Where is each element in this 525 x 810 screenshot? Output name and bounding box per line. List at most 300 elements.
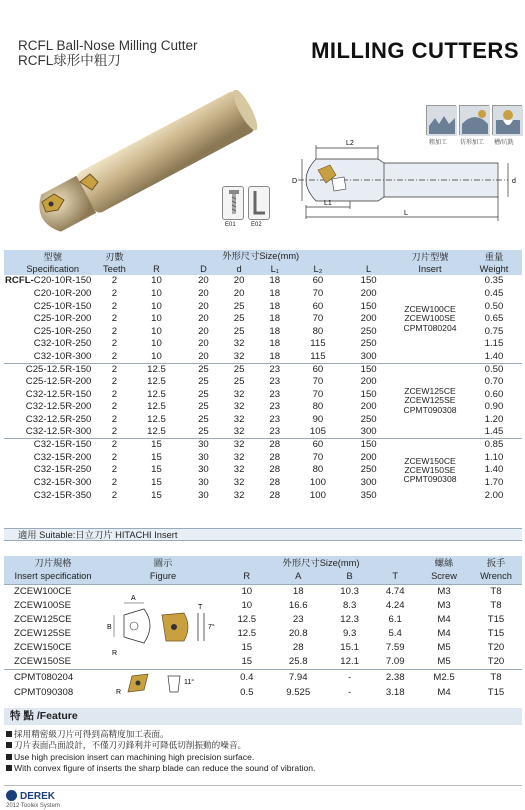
cell-l: 250 [360, 464, 377, 476]
insert-spec-table [4, 556, 522, 700]
logo-mark-icon [6, 790, 17, 801]
cell-l1: 18 [269, 338, 281, 350]
cell-weight: 0.35 [484, 275, 504, 287]
cell-d: 30 [198, 464, 209, 476]
cell-r: 12.5 [147, 376, 166, 388]
cell-l2: 80 [312, 401, 324, 413]
cell-d: 32 [233, 476, 245, 488]
insert-model: ZCEW100SE [404, 313, 456, 324]
insert-model: ZCEW150SE [404, 464, 456, 475]
cell-l: 200 [360, 313, 377, 325]
spec-cell: C25-12.5R-200 [25, 376, 92, 388]
cell-t: 4.24 [385, 599, 405, 611]
spec-cell: C32-15R-250 [33, 464, 92, 476]
fig-label-r: R [112, 649, 118, 657]
cell-weight: 1.40 [484, 464, 504, 476]
insert-spec-cell: ZCEW125SE [14, 628, 72, 640]
screw-figure [222, 186, 244, 220]
col-insert-spec: 刀片規格 Insert specification [4, 556, 102, 584]
cell-d: 32 [233, 350, 245, 362]
cell-d: 25 [233, 376, 245, 388]
cell-d: 32 [233, 426, 245, 438]
cell-wrench: T20 [487, 642, 505, 654]
cell-d: 20 [198, 300, 209, 312]
table-row [4, 655, 522, 669]
spec-cell: C25-10R-250 [33, 325, 92, 337]
cell-r: 10 [151, 288, 162, 300]
tool-photo [20, 90, 280, 240]
cell-weight: 0.50 [484, 300, 504, 312]
cell-wrench: T15 [487, 628, 505, 640]
cell-l2: 80 [312, 325, 324, 337]
table-row [4, 598, 522, 612]
spec-cell: C32-12.5R-300 [25, 426, 92, 438]
cell-l: 300 [360, 476, 377, 488]
cell-screw: M4 [437, 614, 451, 626]
dim-l1: L1 [324, 200, 332, 207]
cell-b: 8.3 [342, 599, 357, 611]
screw-label: E01 [225, 222, 236, 228]
insert-model: ZCEW100CE [404, 303, 456, 314]
cell-teeth: 2 [111, 350, 118, 362]
cell-d: 32 [233, 451, 245, 463]
cell-d: 25 [198, 426, 209, 438]
profile-machining-icon [459, 105, 489, 135]
cell-a: 28 [292, 642, 304, 654]
cell-l2: 70 [312, 313, 324, 325]
brand-logo: DEREK [6, 790, 55, 802]
cell-t: 7.09 [385, 656, 405, 668]
cell-r: 10 [151, 313, 162, 325]
spec-prefix: RCFL- [5, 275, 34, 287]
cell-l1: 23 [269, 401, 281, 413]
cell-l: 150 [360, 300, 377, 312]
cell-teeth: 2 [111, 376, 118, 388]
cell-t: 5.4 [388, 628, 402, 640]
cutter-spec-table [4, 250, 522, 502]
cell-l1: 18 [269, 313, 281, 325]
cell-r: 12.5 [237, 628, 257, 640]
cell-l: 200 [360, 288, 377, 300]
cell-teeth: 2 [101, 363, 127, 376]
cell-l1: 23 [257, 363, 293, 376]
cell-d: 32 [233, 489, 245, 501]
cell-b: 12.1 [340, 656, 359, 668]
cell-teeth: 2 [111, 426, 118, 438]
col2-a: A [270, 570, 327, 584]
zcew-insert-figure [102, 584, 224, 669]
table-row [4, 439, 522, 452]
insert-spec-cell: ZCEW150CE [14, 642, 72, 654]
cell-teeth: 2 [111, 451, 118, 463]
cell-l2: 105 [309, 426, 326, 438]
cell-weight: 2.00 [484, 489, 504, 501]
col-wrench: 扳手 Wrench [470, 556, 522, 584]
table-row [4, 363, 522, 376]
cell-r: 15 [241, 656, 253, 668]
spec-cell: C32-15R-300 [33, 476, 92, 488]
cell-l1: 28 [269, 451, 281, 463]
cell-l: 250 [360, 338, 377, 350]
feature-item: 刀片表面凸面設計，不僅刀刃鋒利并可降低切削振動的噪音。 [6, 740, 522, 751]
copyright: 2012 Toolex System [6, 803, 60, 809]
cell-l1: 18 [269, 275, 281, 287]
cell-weight: 1.10 [484, 451, 504, 463]
cell-d: 20 [198, 350, 209, 362]
cell-t: 6.1 [388, 614, 402, 626]
spec-cell: C32-15R-350 [33, 489, 92, 501]
cell-teeth: 2 [111, 313, 118, 325]
cell-teeth: 2 [111, 401, 118, 413]
cell-teeth: 2 [111, 414, 118, 426]
cell-t: 4.74 [372, 584, 418, 598]
cell-l1: 23 [269, 426, 281, 438]
cell-teeth: 2 [111, 338, 118, 350]
table-row [4, 627, 522, 641]
cell-weight: 1.20 [484, 414, 504, 426]
product-title-en: RCFL Ball-Nose Milling Cutter [18, 38, 198, 53]
insert-group [394, 439, 466, 502]
cell-weight: 0.60 [484, 388, 504, 400]
cell-r: 12.5 [237, 614, 257, 626]
cell-d: 25 [198, 401, 209, 413]
section-heading: MILLING CUTTERS [311, 38, 519, 63]
cell-d: 32 [221, 439, 257, 452]
feature-list [6, 729, 522, 775]
col2-b: B [327, 570, 373, 584]
cell-r: 15 [151, 451, 162, 463]
cell-r: 10 [241, 599, 253, 611]
cell-l1: 18 [269, 325, 281, 337]
cell-b: 12.3 [340, 614, 359, 626]
cell-l2: 100 [309, 476, 326, 488]
cell-l2: 115 [310, 338, 326, 350]
cell-l2: 90 [312, 414, 324, 426]
fig-label-7deg: 7° [208, 623, 215, 631]
cell-l1: 18 [269, 288, 281, 300]
cell-l2: 80 [312, 464, 324, 476]
table-row [4, 584, 522, 598]
cell-screw: M4 [437, 686, 451, 698]
cell-l2: 100 [309, 489, 326, 501]
spec-cell: C32-15R-200 [33, 451, 92, 463]
rough-machining-caption: 粗加工 [429, 140, 448, 146]
insert-model: CPMT090308 [403, 404, 457, 415]
cell-l1: 23 [269, 414, 281, 426]
cell-d: 25 [233, 300, 245, 312]
table-row [4, 669, 522, 684]
cell-screw: M5 [437, 656, 451, 668]
cell-wrench: T15 [487, 686, 505, 698]
spec-cell: C25-12.5R-150 [4, 363, 101, 376]
cell-screw: M3 [437, 599, 451, 611]
cpmt-insert-figure [102, 669, 224, 700]
cell-l2: 60 [312, 275, 324, 287]
footer [4, 785, 522, 810]
cell-l2: 115 [310, 350, 326, 362]
cell-l1: 18 [269, 350, 281, 362]
insert-group [394, 363, 466, 439]
cell-r: 12.5 [147, 414, 166, 426]
cell-teeth: 2 [111, 464, 118, 476]
cell-l: 350 [360, 489, 377, 501]
col-r: R [127, 263, 185, 276]
cell-screw: M3 [418, 584, 470, 598]
cell-teeth: 2 [111, 388, 118, 400]
suitable-note: 適用 Suitable:日立刀片 HITACHI Insert [4, 528, 522, 541]
slot-milling-icon [492, 105, 522, 135]
cell-d: 25 [198, 414, 209, 426]
col-teeth: 刃數 Teeth [103, 251, 126, 274]
cell-l2: 60 [293, 439, 344, 452]
spec-cell: C32-10R-300 [33, 350, 92, 362]
cell-teeth: 2 [111, 489, 118, 501]
col2-t: T [372, 570, 418, 584]
table-row [4, 613, 522, 627]
spec-cell: C32-12.5R-250 [25, 414, 92, 426]
cell-a: 23 [292, 614, 304, 626]
cell-l2: 70 [312, 376, 324, 388]
cell-l2: 70 [312, 388, 324, 400]
cell-b: 9.3 [342, 628, 357, 640]
cell-teeth: 2 [111, 476, 118, 488]
cell-r: 10 [224, 584, 270, 598]
cell-l1: 23 [269, 388, 281, 400]
insert-model: CPMT080204 [403, 322, 457, 333]
cell-b: - [327, 669, 373, 684]
cell-d: 25 [233, 313, 245, 325]
cell-r: 10 [151, 350, 162, 362]
cell-screw: M5 [437, 642, 451, 654]
dim-l2: L2 [346, 140, 354, 147]
cell-d: 20 [233, 288, 245, 300]
dim-l: L [404, 210, 408, 217]
cell-l1: 28 [269, 476, 281, 488]
cell-r: 15 [151, 464, 162, 476]
spec-cell: C32-15R-150 [4, 439, 101, 452]
cell-weight: 0.45 [484, 288, 504, 300]
cell-a: 18 [270, 584, 327, 598]
col-l: L [343, 263, 394, 276]
cell-wrench: T15 [487, 614, 505, 626]
cell-weight: 1.45 [484, 426, 504, 438]
cell-weight: 0.75 [484, 325, 504, 337]
cell-teeth: 2 [111, 275, 118, 287]
cell-l1: 23 [269, 376, 281, 388]
cell-d: 20 [233, 275, 245, 287]
cell-r: 10 [151, 325, 162, 337]
table-row [4, 275, 522, 288]
cell-d: 30 [198, 451, 209, 463]
dim-d-lower: d [512, 178, 516, 185]
cell-l1: 28 [269, 464, 281, 476]
cell-t: 7.59 [385, 642, 405, 654]
col-size: 外形尺寸Size(mm) [224, 556, 418, 570]
dimension-drawing [288, 135, 523, 225]
col-l2: L₂ [293, 263, 344, 276]
cell-d: 32 [233, 401, 245, 413]
insert-model: ZCEW125CE [404, 386, 456, 397]
insert-spec-cell: CPMT090308 [14, 686, 74, 698]
cell-l: 150 [360, 275, 377, 287]
insert-spec-cell: ZCEW150SE [14, 656, 72, 668]
wrench-figure [248, 186, 270, 220]
col-screw: 螺絲 Screw [418, 556, 470, 584]
cell-wrench: T8 [470, 584, 522, 598]
col-insert: 刀片型號 Insert [394, 250, 466, 275]
feature-item: 採用精密級刀片可得到高精度加工表面。 [6, 729, 522, 740]
cell-a: 16.6 [288, 599, 308, 611]
cell-l: 300 [360, 426, 377, 438]
cell-l: 250 [360, 414, 377, 426]
cell-d: 20 [198, 275, 209, 287]
spec-cell: C32-12.5R-150 [25, 388, 92, 400]
cell-l: 150 [343, 363, 394, 376]
feature-item: With convex figure of inserts the sharp blade can reduce the sound of vibration. [6, 763, 522, 774]
cell-b: - [348, 686, 352, 698]
wrench-label: E02 [251, 222, 262, 228]
col-dims: 外形尺寸Size(mm) [127, 250, 394, 263]
col-spec: 型號 Specification [4, 250, 101, 275]
cell-r: 15 [151, 489, 162, 501]
cell-d: 30 [198, 476, 209, 488]
fig-label-t: T [198, 603, 203, 611]
cell-l: 250 [360, 325, 377, 337]
insert-spec-cell: ZCEW100SE [14, 599, 72, 611]
cell-l: 200 [360, 401, 377, 413]
cell-wrench: T8 [470, 669, 522, 684]
cell-teeth: 2 [101, 439, 127, 452]
cell-teeth: 2 [111, 300, 118, 312]
table-row [4, 684, 522, 699]
product-title-cn: RCFL球形中粗刀 [18, 53, 121, 68]
cell-l1: 28 [269, 489, 281, 501]
cell-b: 15.1 [340, 642, 359, 654]
spec-cell: C25-10R-200 [33, 313, 92, 325]
dim-d-upper: D [292, 178, 298, 185]
cell-l1: 28 [257, 439, 293, 452]
spec-cell: C25-10R-150 [33, 300, 92, 312]
profile-machining-caption: 仿形加工 [460, 140, 485, 146]
spec-cell: C20-10R-200 [33, 288, 92, 300]
cell-d: 32 [233, 414, 245, 426]
cell-d: 25 [198, 388, 209, 400]
fig-label-11deg: 11° [184, 678, 195, 686]
cell-l2: 60 [293, 363, 344, 376]
col-d-small: d [221, 263, 257, 276]
cell-l2: 70 [312, 451, 324, 463]
cell-d: 30 [186, 439, 222, 452]
cell-r: 0.4 [224, 669, 270, 684]
cell-weight: 0.90 [484, 401, 504, 413]
cell-weight: 1.70 [484, 476, 504, 488]
cell-d: 25 [198, 376, 209, 388]
spec-cell: C32-12.5R-200 [25, 401, 92, 413]
fig-label-r: R [116, 688, 122, 696]
col2-r: R [224, 570, 270, 584]
cell-d: 20 [198, 288, 209, 300]
cell-screw: M2.5 [418, 669, 470, 684]
rough-machining-icon [426, 105, 456, 135]
cell-l1: 18 [269, 300, 281, 312]
cell-weight: 0.70 [484, 376, 504, 388]
feature-heading: 特 點 /Feature [4, 708, 522, 725]
feature-item: Use high precision insert can machining high precision surface. [6, 752, 522, 763]
cell-r: 12.5 [127, 363, 185, 376]
cell-r: 15 [127, 439, 185, 452]
cell-r: 10 [151, 338, 162, 350]
cell-l: 150 [343, 439, 394, 452]
cell-l: 200 [360, 376, 377, 388]
cell-wrench: T20 [487, 656, 505, 668]
cell-weight: 0.85 [466, 439, 522, 452]
cell-d: 20 [198, 313, 209, 325]
cell-weight: 1.15 [484, 338, 504, 350]
col-d-big: D [186, 263, 222, 276]
cell-weight: 0.50 [466, 363, 522, 376]
cell-l: 300 [360, 350, 377, 362]
cell-r: 15 [241, 642, 253, 654]
cell-l: 200 [360, 451, 377, 463]
cell-r: 0.5 [240, 686, 254, 698]
col-l1: L₁ [257, 263, 293, 276]
cell-wrench: T8 [490, 599, 502, 611]
cell-a: 9.525 [286, 686, 311, 698]
col-figure: 圖示 Figure [102, 556, 224, 584]
cell-a: 20.8 [288, 628, 308, 640]
cell-r: 15 [151, 476, 162, 488]
cell-screw: M4 [437, 628, 451, 640]
fig-label-a: A [131, 594, 136, 602]
cell-d: 30 [198, 489, 209, 501]
cell-d: 25 [221, 363, 257, 376]
slot-milling-caption: 槽/坑銑 [494, 140, 514, 146]
cell-a: 7.94 [270, 669, 327, 684]
cell-weight: 1.40 [484, 350, 504, 362]
cell-l: 150 [360, 388, 377, 400]
insert-model: ZCEW125SE [404, 395, 456, 406]
cell-r: 12.5 [147, 388, 166, 400]
cell-d: 32 [233, 464, 245, 476]
col-weight: 重量 Weight [466, 250, 522, 275]
cell-r: 12.5 [147, 426, 166, 438]
product-title [18, 38, 198, 68]
cell-l2: 70 [312, 288, 324, 300]
cell-d: 20 [198, 338, 209, 350]
cell-teeth: 2 [111, 325, 118, 337]
cell-weight: 0.65 [484, 313, 504, 325]
fig-label-b: B [107, 623, 112, 631]
insert-group [394, 275, 466, 363]
cell-d: 32 [233, 338, 245, 350]
cell-r: 10 [151, 300, 162, 312]
cell-b: 10.3 [327, 584, 373, 598]
cell-t: 3.18 [385, 686, 405, 698]
cell-r: 12.5 [147, 401, 166, 413]
cell-teeth: 2 [111, 288, 118, 300]
cell-d: 25 [233, 325, 245, 337]
cell-t: 2.38 [372, 669, 418, 684]
insert-spec-cell: ZCEW100CE [4, 584, 102, 598]
insert-spec-cell: ZCEW125CE [14, 614, 72, 626]
cell-a: 25.8 [288, 656, 308, 668]
spec-cell: C32-10R-250 [33, 338, 92, 350]
cell-d: 32 [233, 388, 245, 400]
table-row [4, 641, 522, 655]
cell-d: 20 [198, 325, 209, 337]
insert-spec-cell: CPMT080204 [4, 669, 102, 684]
insert-model: ZCEW150CE [404, 455, 456, 466]
